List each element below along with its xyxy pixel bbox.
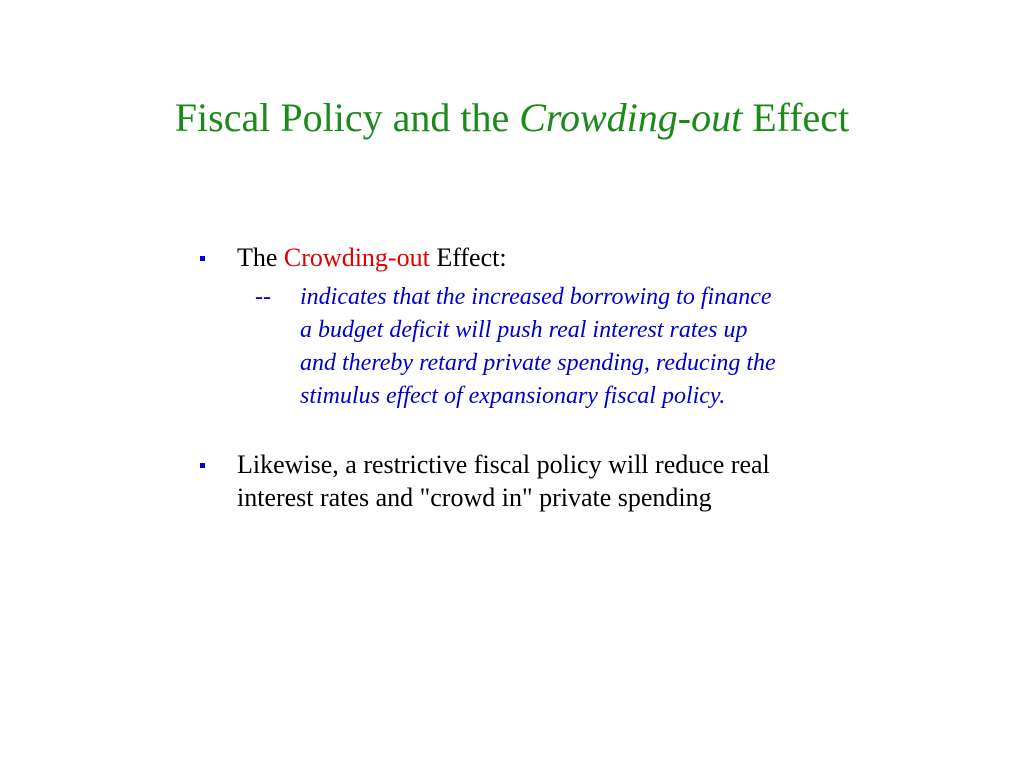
slide-title [0,92,1024,144]
bullet-square-icon [200,463,205,468]
bullet-square-icon [200,256,205,261]
sub-line-1: indicates that the increased borrowing to finance [300,284,772,310]
title-part-2: Effect [742,95,850,140]
sub-line-3: and thereby retard private spending, reducing the [300,350,776,376]
title-emphasis: Crowding-out [519,95,743,140]
bullet-2-line-1: Likewise, a restrictive fiscal policy will reduce real [237,450,770,479]
sub-line-4: stimulus effect of expansionary fiscal policy. [300,383,726,409]
bullet-1-highlight: Crowding-out [283,243,430,272]
bullet-1-prefix: The [237,243,284,272]
title-part-1: Fiscal Policy and the [174,95,520,140]
bullet-1-suffix: Effect: [429,243,507,272]
bullet-1-heading [237,241,507,275]
bullet-2-line-2: interest rates and "crowd in" private spending [237,483,712,512]
sub-bullet-marker: -- [255,284,271,310]
sub-line-2: a budget deficit will push real interest rates up [300,317,748,343]
